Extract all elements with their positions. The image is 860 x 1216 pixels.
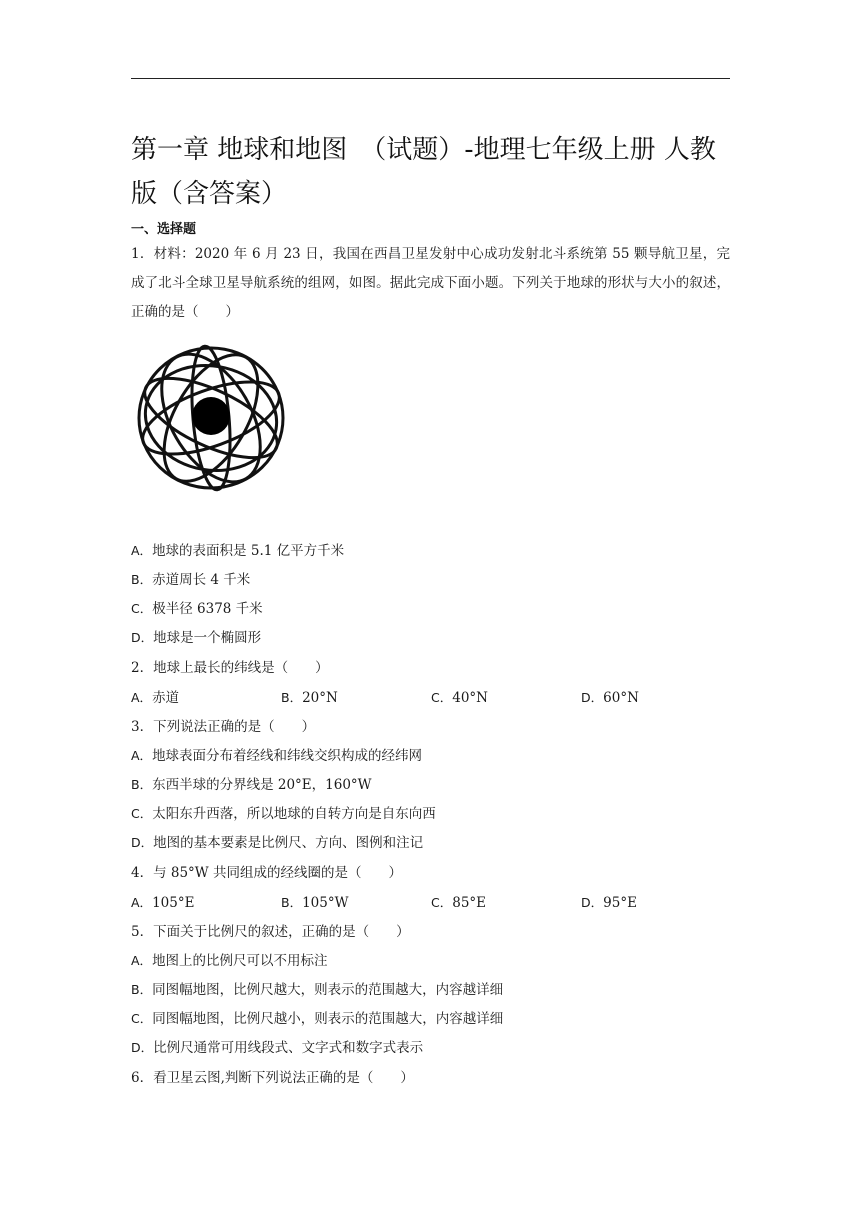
option-label: A．	[131, 953, 153, 968]
option-text: 比例尺通常可用线段式、文字式和数字式表示	[153, 1040, 424, 1056]
question-3-stem: 3．下列说法正确的是（ ）	[131, 719, 316, 735]
question-2-option-b[interactable]	[281, 688, 338, 708]
option-text: 东西半球的分界线是 20°E，160°W	[152, 777, 372, 793]
document-title: 第一章 地球和地图 （试题）-地理七年级上册 人教版（含答案）	[131, 135, 716, 209]
option-text: 60°N	[603, 690, 639, 706]
option-label: B．	[131, 982, 153, 997]
option-label: D．	[581, 690, 604, 705]
option-text: 105°E	[152, 895, 195, 911]
option-label: D．	[131, 835, 154, 850]
option-label: C．	[131, 806, 153, 821]
option-label: D．	[581, 895, 604, 910]
option-label: A．	[131, 543, 153, 558]
question-2-option-a[interactable]	[131, 688, 179, 708]
option-text: 地图的基本要素是比例尺、方向、图例和注记	[153, 835, 424, 851]
question-3-option-d[interactable]	[131, 833, 423, 853]
option-text: 地球是一个椭圆形	[153, 630, 262, 646]
question-2-option-d[interactable]	[581, 688, 639, 708]
option-text: 赤道周长 4 千米	[152, 572, 251, 588]
option-text: 20°N	[302, 690, 338, 706]
option-label: D．	[131, 1040, 154, 1055]
question-1-option-a[interactable]	[131, 541, 344, 561]
option-label: B．	[131, 572, 153, 587]
option-label: A．	[131, 748, 153, 763]
option-label: C．	[431, 690, 453, 705]
question-6-stem: 6．看卫星云图,判断下列说法正确的是（ ）	[131, 1070, 414, 1086]
option-label: A．	[131, 690, 153, 705]
option-label: D．	[131, 630, 154, 645]
question-3-option-b[interactable]	[131, 775, 372, 795]
option-label: C．	[431, 895, 453, 910]
question-4-option-a[interactable]	[131, 893, 194, 913]
question-4-option-b[interactable]	[281, 893, 348, 913]
option-text: 85°E	[452, 895, 487, 911]
question-3-option-a[interactable]	[131, 746, 422, 766]
question-1-option-d[interactable]	[131, 628, 261, 648]
option-label: A．	[131, 895, 153, 910]
option-text: 太阳东升西落，所以地球的自转方向是自东向西	[152, 806, 436, 822]
question-5-option-d[interactable]	[131, 1038, 423, 1058]
option-label: B．	[131, 777, 153, 792]
option-text: 同图幅地图，比例尺越大，则表示的范围越大，内容越详细	[152, 982, 504, 998]
option-label: C．	[131, 601, 153, 616]
question-4-option-d[interactable]	[581, 893, 637, 913]
question-1-option-c[interactable]	[131, 599, 263, 619]
question-5-option-a[interactable]	[131, 951, 328, 971]
option-label: B．	[281, 690, 303, 705]
question-2-option-c[interactable]	[431, 688, 488, 708]
question-3-option-c[interactable]	[131, 804, 436, 824]
option-text: 赤道	[152, 690, 180, 706]
question-4-stem: 4．与 85°W 共同组成的经线圈的是（ ）	[131, 865, 402, 881]
question-5-stem: 5．下面关于比例尺的叙述，正确的是（ ）	[131, 924, 410, 940]
header-rule	[131, 78, 730, 79]
section-heading: 一、选择题	[131, 222, 197, 237]
beidou-satellite-orbit-figure	[131, 336, 291, 496]
option-label: B．	[281, 895, 303, 910]
option-text: 105°W	[302, 895, 349, 911]
option-label: C．	[131, 1011, 153, 1026]
option-text: 地球表面分布着经线和纬线交织构成的经纬网	[152, 748, 423, 764]
option-text: 40°N	[452, 690, 488, 706]
question-5-option-c[interactable]	[131, 1009, 503, 1029]
option-text: 同图幅地图，比例尺越小，则表示的范围越大，内容越详细	[152, 1011, 504, 1027]
question-5-option-b[interactable]	[131, 980, 503, 1000]
option-text: 极半径 6378 千米	[152, 601, 263, 617]
question-1-option-b[interactable]	[131, 570, 250, 590]
question-1-stem: 1．材料：2020 年 6 月 23 日，我国在西昌卫星发射中心成功发射北斗系统第 55 颗导航卫星，完成了北斗全球卫星导航系统的组网，如图。据此完成下面小题。下列关于地球的形状与大小的叙述，正确的是（ ）	[131, 246, 730, 320]
question-2-stem: 2．地球上最长的纬线是（ ）	[131, 660, 329, 676]
option-text: 95°E	[603, 895, 637, 911]
option-text: 地球的表面积是 5.1 亿平方千米	[152, 543, 345, 559]
question-4-option-c[interactable]	[431, 893, 486, 913]
option-text: 地图上的比例尺可以不用标注	[152, 953, 328, 969]
